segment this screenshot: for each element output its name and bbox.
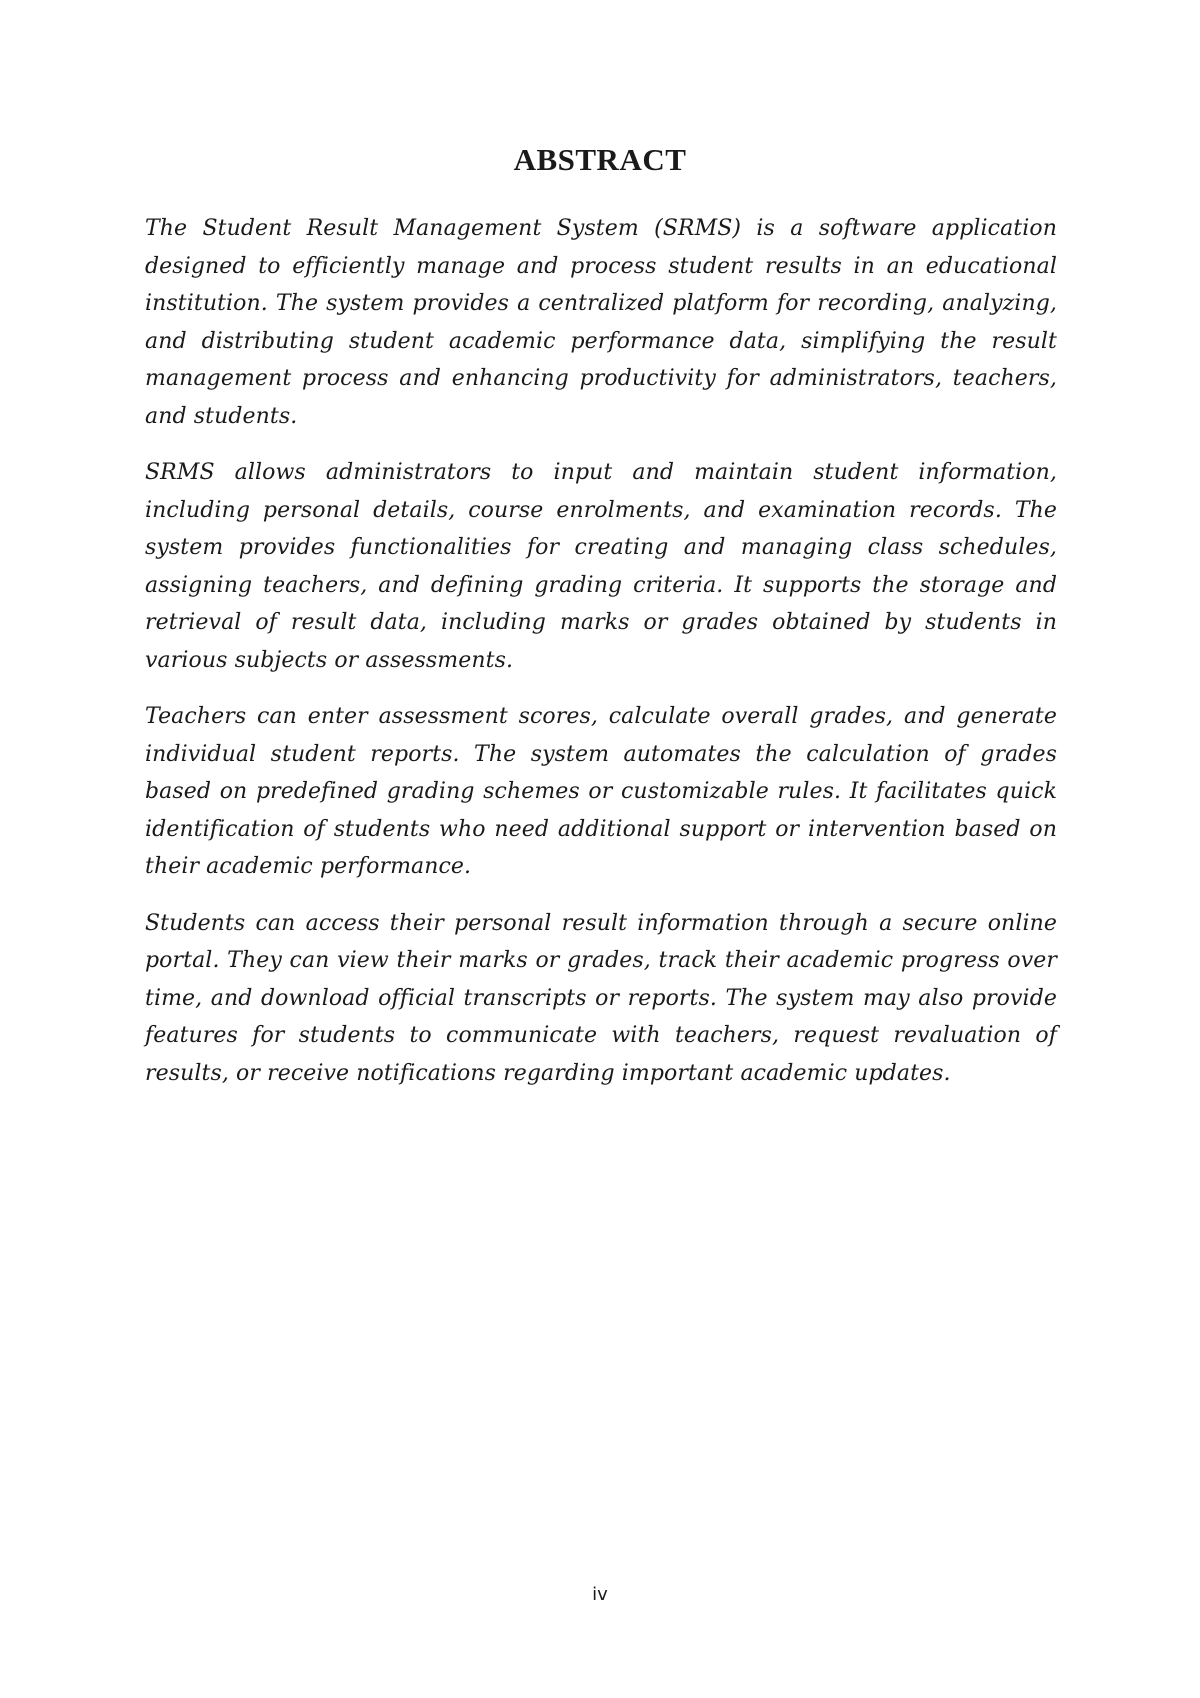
abstract-body — [145, 210, 1057, 1111]
abstract-paragraph-1: The Student Result Management System (SRMS) is a software application designed to efficiently manage and process student results in an educational institution. The system provides a centralized platform for recording, analyzing, and distributing student academic performance data, simplifying the result management process and enhancing productivity for administrators, teachers, and students. — [145, 216, 1057, 429]
page-title: ABSTRACT — [513, 142, 687, 177]
abstract-paragraph-4: Students can access their personal result information through a secure online portal. They can view their marks or grades, track their academic progress over time, and download official transcripts or reports. The system may also provide features for students to communicate with teachers, request revaluation of results, or receive notifications regarding important academic updates. — [145, 910, 1057, 1086]
abstract-paragraph-2: SRMS allows administrators to input and maintain student information, including personal details, course enrolments, and examination records. The system provides functionalities for creating and managing class schedules, assigning teachers, and defining grading criteria. It supports the storage and retrieval of result data, including marks or grades obtained by students in various subjects or assessments. — [145, 460, 1057, 673]
page-number: iv — [592, 1584, 608, 1605]
abstract-paragraph-3: Teachers can enter assessment scores, calculate overall grades, and generate individual student reports. The system automates the calculation of grades based on predefined grading schemes or customizable rules. It facilitates quick identification of students who need additional support or intervention based on their academic performance. — [145, 704, 1057, 879]
